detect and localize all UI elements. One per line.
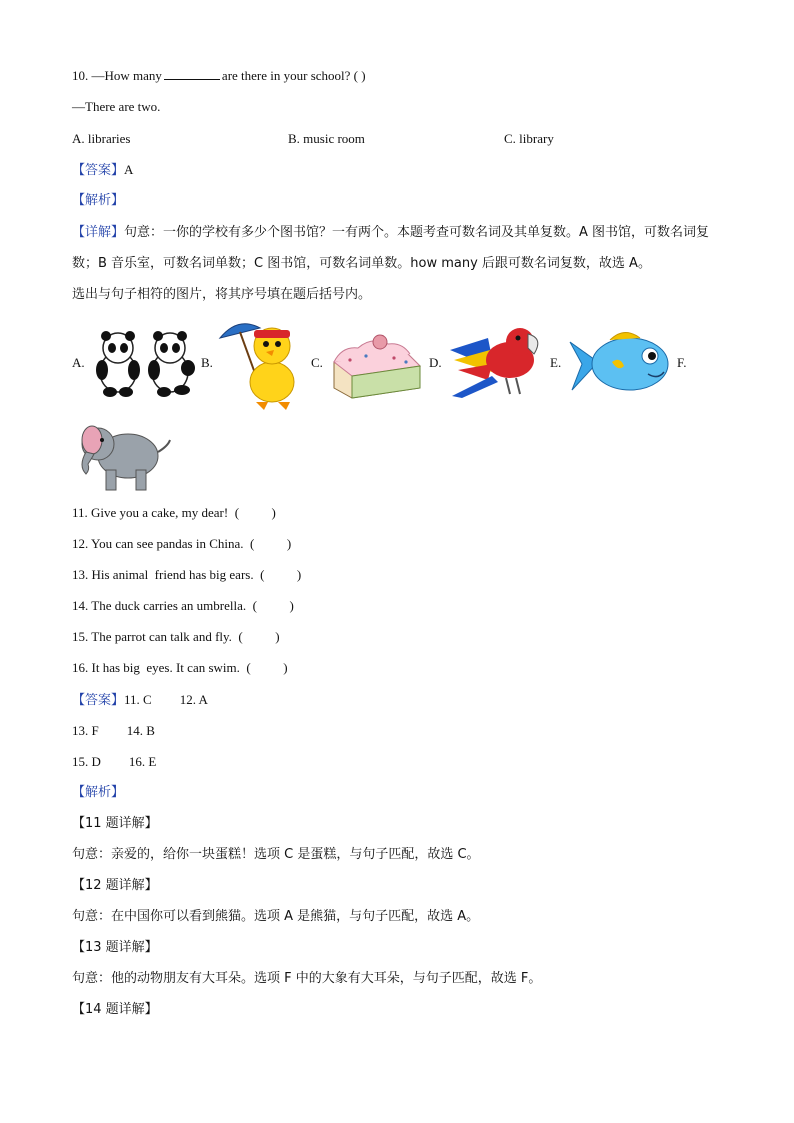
pic-label-f: F. [677,355,687,370]
answer-tag: 【答案】 [72,163,125,178]
question-14: 14. The duck carries an umbrella. ( ) [72,598,294,613]
duck-umbrella-icon [216,316,308,412]
parrot-icon [448,320,546,402]
detail-11-tag: 【11 题详解】 [72,816,158,831]
q10-reply: —There are two. [72,99,161,114]
pic-label-b: B. [201,355,213,370]
detail-tag: 【详解】 [72,225,125,240]
pandas-icon [90,326,198,398]
q10-detail: 【详解】句意：一你的学校有多少个图书馆？一有两个。本题考查可数名词及其单复数。A 图书馆，可数名词复数；B 音乐室，可数名词单数；C 图书馆，可数名词单数。how many 后跟可数名词复数，故选 A。 选出与句子相符的图片，将其序号填在题后括号内。 [72,225,710,302]
answer-blank [164,67,220,80]
detail-13-text: 句意：他的动物朋友有大耳朵。选项 F 中的大象有大耳朵，与句子匹配，故选 F。 [72,971,542,986]
q10-answer: 【答案】A [72,162,134,178]
detail-13-tag: 【13 题详解】 [72,940,158,955]
instruction: 选出与句子相符的图片，将其序号填在题后括号内。 [72,287,372,302]
pic-label-d: D. [429,355,442,370]
q10-option-a: A. libraries [72,131,131,146]
pic-label-a: A. [72,355,85,370]
answers-row-2: 13. F 14. B [72,723,155,738]
q10-option-b: B. music room [288,131,365,146]
question-12: 12. You can see pandas in China. ( ) [72,536,292,551]
analysis-tag-2: 【解析】 [72,785,125,800]
fish-icon [568,326,674,400]
elephant-icon [72,418,172,494]
analysis-tag: 【解析】 [72,193,125,208]
question-16: 16. It has big eyes. It can swim. ( ) [72,660,288,675]
cake-icon [328,326,424,400]
answer-tag: 【答案】 [72,693,125,708]
detail-11-text: 句意：亲爱的，给你一块蛋糕！选项 C 是蛋糕，与句子匹配，故选 C。 [72,847,480,862]
pic-label-e: E. [550,355,562,370]
question-13: 13. His animal friend has big ears. ( ) [72,567,302,582]
detail-14-tag: 【14 题详解】 [72,1002,158,1017]
pic-label-c: C. [311,355,323,370]
q10-option-c: C. library [504,131,554,146]
detail-12-tag: 【12 题详解】 [72,878,158,893]
answers-row-1: 【答案】11. C 12. A [72,692,208,708]
detail-12-text: 句意：在中国你可以看到熊猫。选项 A 是熊猫，与句子匹配，故选 A。 [72,909,480,924]
question-11: 11. Give you a cake, my dear! ( ) [72,505,276,520]
q10-stem: 10. —How many are there in your school? ( ) [72,68,366,83]
answers-row-3: 15. D 16. E [72,754,157,769]
question-15: 15. The parrot can talk and fly. ( ) [72,629,280,644]
